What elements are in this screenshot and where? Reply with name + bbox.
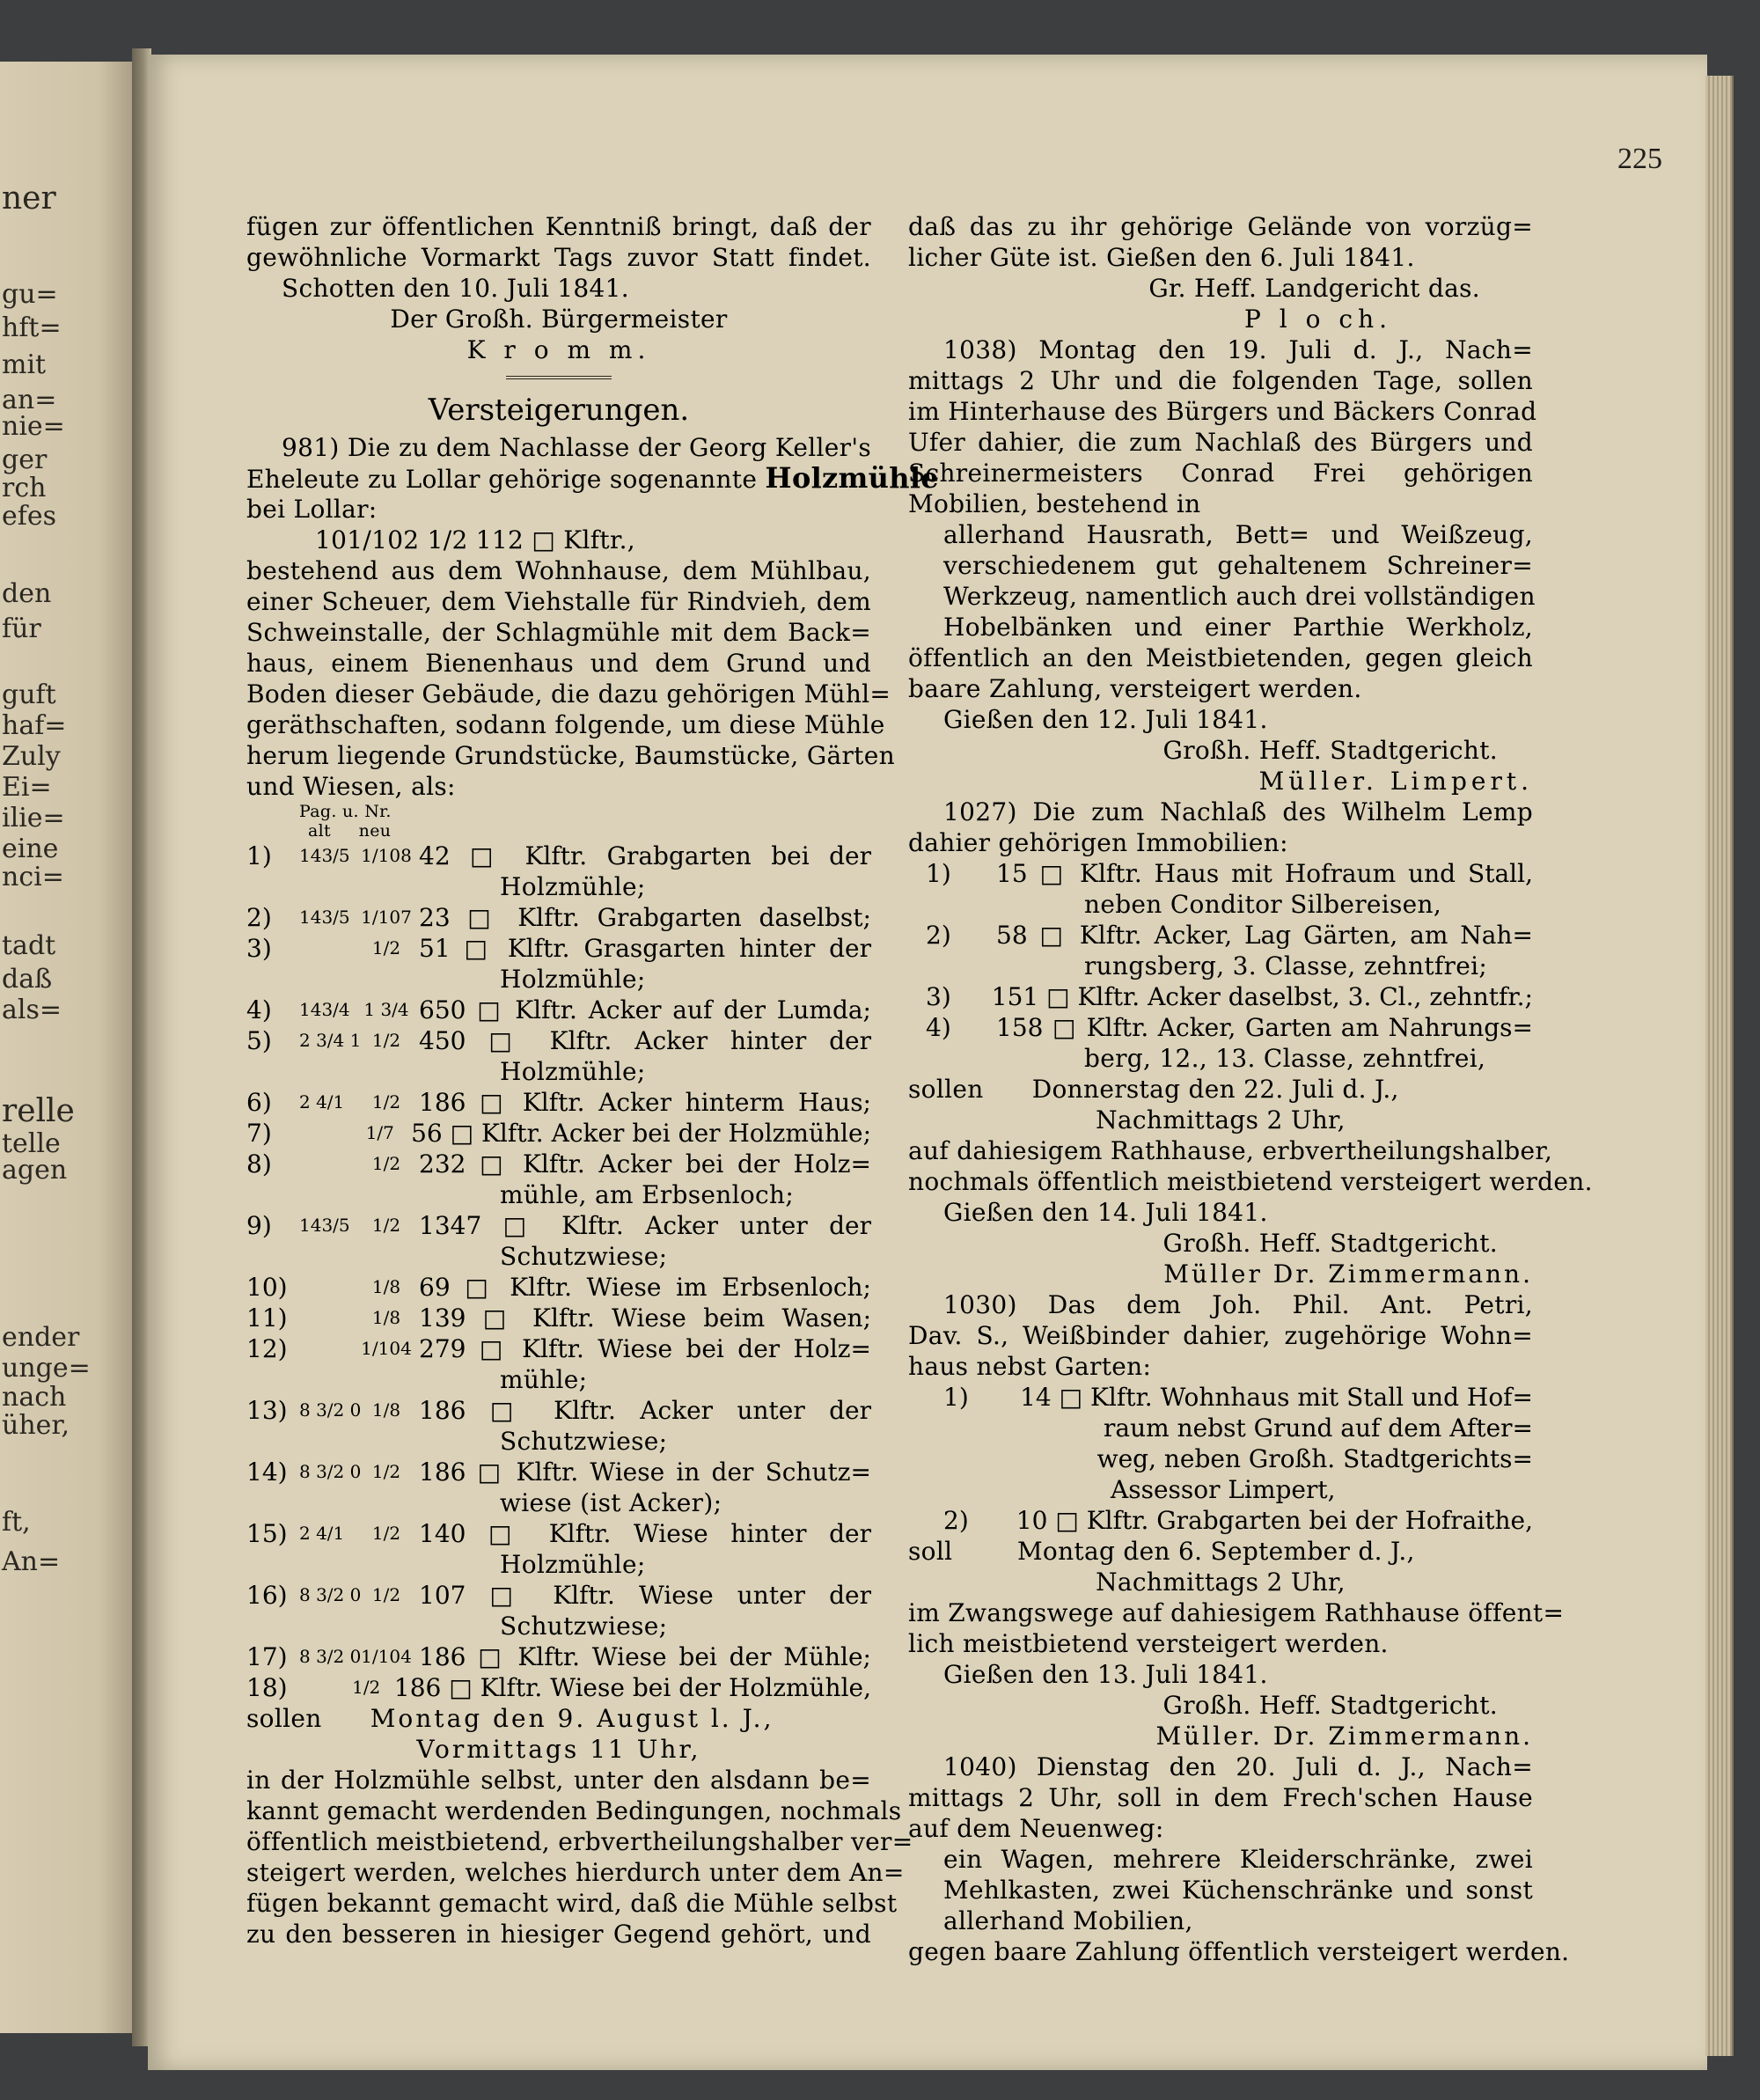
parcel-text: 42 □ Klftr. Grabgarten bei der — [419, 841, 871, 870]
parcel-text: 186 □ Klftr. Acker unter der — [419, 1396, 871, 1425]
parcel-continuation: mühle, am Erbsenloch; — [500, 1180, 795, 1209]
parcel-text: 650 □ Klftr. Acker auf der Lumda; — [419, 995, 871, 1024]
parcel-neu: 1/2 — [371, 1461, 401, 1482]
table-head-neu: neu — [358, 821, 392, 841]
text-line: im Zwangswege auf dahiesigem Rathhause öffent= — [908, 1598, 1565, 1627]
parcel-row — [246, 1303, 871, 1333]
right-column — [908, 211, 1593, 1967]
prev-page-text: für — [2, 613, 41, 644]
prev-page-text: nie= — [2, 411, 65, 442]
notice-1040-list — [908, 1844, 1533, 1936]
text-line: fügen bekannt gemacht wird, daß die Mühle selbst — [246, 1889, 898, 1918]
parcel-row — [246, 902, 871, 933]
parcel-neu: 1/107 — [361, 907, 412, 928]
estate-number: 2) — [926, 921, 951, 950]
parcel-alt: 8 3/2 0 — [299, 1461, 362, 1482]
notice-981-line — [246, 461, 939, 495]
parcel-continuation: Holzmühle; — [500, 1057, 646, 1086]
text-line: und Wiesen, als: — [246, 772, 456, 801]
parcel-row — [246, 995, 871, 1025]
prev-page-text: ender — [2, 1322, 80, 1353]
parcel-no: 15) — [246, 1519, 288, 1548]
parcel-no: 12) — [246, 1334, 288, 1363]
parcel-neu: 1/2 — [352, 1677, 381, 1698]
parcel-no: 2) — [246, 903, 272, 932]
signature-name: K r o m m. — [466, 335, 651, 364]
prev-page-text: ger — [2, 444, 48, 475]
auction-time: Nachmittags 2 Uhr, — [1096, 1105, 1346, 1134]
parcel-neu: 1/8 — [371, 1276, 401, 1297]
property-text: weg, neben Großh. Stadtgerichts= — [1096, 1444, 1533, 1473]
parcel-text: 23 □ Klftr. Grabgarten daselbst; — [419, 903, 871, 932]
text-line: öffentlich an den Meistbietenden, gegen gleich — [908, 643, 1533, 672]
parcel-neu: 1/2 — [371, 1153, 401, 1174]
table-head-alt: alt — [308, 821, 331, 841]
signature-title: Großh. Heff. Stadtgericht. — [1162, 1691, 1498, 1720]
estate-row — [908, 920, 1533, 951]
parcel-continuation: Schutzwiese; — [500, 1612, 668, 1641]
prev-page-text: An= — [2, 1546, 61, 1577]
notice-1040 — [908, 1751, 1533, 1844]
estate-text: 158 □ Klftr. Acker, Garten am Nahrungs= — [996, 1013, 1533, 1042]
prev-page-text: efes — [2, 501, 57, 532]
text-line: öffentlich meistbietend, erbvertheilungshalber ver= — [246, 1827, 913, 1856]
parcel-continuation: Schutzwiese; — [500, 1242, 668, 1271]
parcel-text: 186 □ Klftr. Wiese bei der Mühle; — [419, 1642, 871, 1671]
text-line: 1040) Dienstag den 20. Juli d. J., Nach= — [943, 1752, 1533, 1781]
text-line: einer Scheuer, dem Viehstalle für Rindvieh, dem — [246, 587, 871, 616]
date-line — [908, 1074, 1533, 1105]
notice-1030-body — [908, 1597, 1565, 1659]
text-line: bestehend aus dem Wohnhause, dem Mühlbau, — [246, 556, 871, 585]
parcel-alt: 8 3/2 0 — [299, 1646, 362, 1667]
parcel-text: 107 □ Klftr. Wiese unter der — [419, 1581, 871, 1610]
parcel-alt — [299, 1149, 354, 1179]
prev-page-text: Ei= — [2, 772, 52, 803]
prev-page-text: relle — [2, 1093, 75, 1129]
property-text: Assessor Limpert, — [1111, 1475, 1336, 1504]
estate-continuation: neben Conditor Silbereisen, — [1084, 890, 1442, 919]
parcel-row — [246, 1580, 871, 1611]
property-text: raum nebst Grund auf dem After= — [1104, 1413, 1533, 1443]
notice-1030-items — [908, 1382, 1533, 1536]
parcel-row — [246, 1149, 871, 1179]
parcel-neu: 1/2 — [371, 1523, 401, 1544]
parcel-no: 18) — [246, 1673, 288, 1702]
place-date: Gießen den 12. Juli 1841. — [943, 705, 1268, 734]
estate-text: 15 □ Klftr. Haus mit Hofraum und Stall, — [996, 859, 1533, 888]
left-column — [246, 211, 939, 1949]
text-fragment: soll — [908, 1537, 953, 1566]
table-head-pag: Pag. u. Nr. — [299, 802, 392, 821]
signature-title: Gr. Heff. Landgericht das. — [1148, 274, 1480, 303]
text-line: im Hinterhause des Bürgers und Bäckers Conrad — [908, 397, 1537, 426]
parcel-row — [246, 1025, 871, 1056]
text-line: Schotten den 10. Juli 1841. — [282, 274, 629, 303]
prev-page-text: tadt — [2, 930, 56, 961]
signature-names: Müller Dr. Zimmermann. — [1163, 1259, 1533, 1289]
text-line: Dav. S., Weißbinder dahier, zugehörige Wohn= — [908, 1321, 1533, 1350]
parcel-no: 17) — [246, 1642, 288, 1671]
prev-page-text: mit — [2, 349, 47, 380]
text-line: allerhand Mobilien, — [943, 1906, 1193, 1935]
parcel-continuation: Holzmühle; — [500, 965, 646, 994]
property-row — [908, 1413, 1533, 1443]
estate-text: 58 □ Klftr. Acker, Lag Gärten, am Nah= — [996, 921, 1533, 950]
page-number: 225 — [1617, 143, 1662, 175]
text-line: Schweinstalle, der Schlagmühle mit dem Back= — [246, 618, 871, 647]
parcel-text: 186 □ Klftr. Wiese in der Schutz= — [419, 1458, 871, 1487]
parcel-alt: 8 3/2 0 — [299, 1584, 362, 1605]
parcel-no: 14) — [246, 1458, 288, 1487]
parcel-text: 1347 □ Klftr. Acker unter der — [419, 1211, 871, 1240]
estate-row — [908, 981, 1533, 1012]
property-row — [908, 1443, 1533, 1474]
parcel-no: 8) — [246, 1149, 272, 1178]
parcel-neu: 1/2 — [371, 1584, 401, 1605]
text-line: verschiedenem gut gehaltenem Schreiner= — [943, 551, 1533, 580]
auction-date: Donnerstag den 22. Juli d. J., — [1031, 1075, 1399, 1104]
text-line: daß das zu ihr gehörige Gelände von vorzüg= — [908, 212, 1533, 241]
signature-names: Müller. Limpert. — [1258, 767, 1533, 796]
text-line: geräthschaften, sodann folgende, um diese Mühle — [246, 710, 885, 739]
prev-page-text: hft= — [2, 312, 62, 343]
prev-page-text: an= — [2, 385, 57, 415]
text-line: lich meistbietend versteigert werden. — [908, 1629, 1389, 1658]
text-line: Boden dieser Gebäude, die dazu gehörigen Mühl= — [246, 679, 891, 709]
mill-name: Holzmühle — [765, 461, 939, 495]
place-date: Gießen den 13. Juli 1841. — [943, 1660, 1268, 1689]
parcel-no: 5) — [246, 1026, 272, 1055]
text-line: Mobilien, bestehend in — [908, 489, 1201, 518]
signature-title: Der Großh. Bürgermeister — [390, 305, 728, 334]
parcel-no: 7) — [246, 1119, 272, 1148]
prev-page-text: gu= — [2, 279, 58, 310]
prev-page-text: daß — [2, 964, 53, 995]
prev-page-text: Zuly — [2, 741, 61, 772]
property-number: 1) — [943, 1383, 969, 1412]
property-text: 10 □ Klftr. Grabgarten bei der Hofraithe, — [1016, 1506, 1533, 1535]
text-fragment: sollen — [246, 1704, 322, 1733]
text-line: mittags 2 Uhr und die folgenden Tage, sollen — [908, 366, 1533, 395]
parcel-alt: 143/4 — [299, 999, 350, 1020]
parcel-neu: 1/8 — [371, 1399, 401, 1421]
signature-name: P l o ch. — [1244, 305, 1392, 334]
prev-page-text: üher, — [2, 1410, 70, 1441]
prev-page-text: eine — [2, 833, 59, 864]
prev-page-text: ner — [2, 180, 56, 217]
parcel-row — [246, 1518, 871, 1549]
parcel-row — [246, 1333, 871, 1364]
estate-number: 3) — [926, 982, 951, 1011]
parcel-no: 1) — [246, 841, 272, 870]
prev-page-text: ilie= — [2, 803, 65, 833]
auction-time: Nachmittags 2 Uhr, — [1096, 1568, 1346, 1597]
notice-1038 — [908, 334, 1537, 519]
prev-page-text: guft — [2, 679, 56, 710]
property-number — [908, 1443, 1018, 1474]
notice-1030 — [908, 1289, 1533, 1382]
parcel-neu: 1/104 — [361, 1338, 412, 1359]
parcel-alt: 2 4/1 — [299, 1523, 345, 1544]
parcel-row — [246, 1641, 871, 1672]
parcel-alt: 2 3/4 1 — [299, 1030, 362, 1051]
signature-title: Großh. Heff. Stadtgericht. — [1162, 736, 1498, 765]
text-line: auf dahiesigem Rathhause, erbvertheilungshalber, — [908, 1136, 1553, 1165]
prev-page-text: rch — [2, 473, 47, 503]
parcel-row — [246, 1672, 871, 1703]
parcel-no: 4) — [246, 995, 272, 1024]
mill-area: 101/102 1/2 112 □ Klftr., — [315, 525, 635, 554]
parcel-text: 140 □ Klftr. Wiese hinter der — [419, 1519, 871, 1548]
text-fragment: Eheleute zu Lollar gehörige sogenannte — [246, 465, 758, 494]
parcel-continuation: Holzmühle; — [500, 872, 646, 901]
notice-981-body — [246, 555, 895, 802]
text-line: steigert werden, welches hierdurch unter dem An= — [246, 1858, 905, 1887]
text-line: Hobelbänken und einer Parthie Werkholz, — [943, 613, 1533, 642]
date-line — [908, 1536, 1533, 1567]
text-line: fügen zur öffentlichen Kenntniß bringt, daß der — [246, 212, 871, 241]
parcel-no: 11) — [246, 1303, 288, 1333]
notice-1038-end — [908, 642, 1533, 704]
text-line: ein Wagen, mehrere Kleiderschränke, zwei — [943, 1845, 1533, 1874]
parcel-row — [246, 1272, 871, 1303]
section-divider — [506, 376, 612, 379]
place-date: Gießen den 14. Juli 1841. — [943, 1198, 1268, 1227]
notice-1027-line: 1027) Die zum Nachlaß des Wilhelm Lemp — [943, 797, 1533, 826]
parcel-no: 6) — [246, 1088, 272, 1117]
parcel-text: 279 □ Klftr. Wiese bei der Holz= — [419, 1334, 871, 1363]
parcel-alt: 8 3/2 0 — [299, 1399, 362, 1421]
parcel-no: 10) — [246, 1273, 288, 1302]
notice-1027-line: dahier gehörigen Immobilien: — [908, 828, 1288, 857]
page-edges — [1705, 76, 1734, 2056]
parcel-continuation: Schutzwiese; — [500, 1427, 668, 1456]
parcel-row — [246, 1395, 871, 1426]
prev-page-text: nach — [2, 1382, 67, 1413]
text-line: in der Holzmühle selbst, unter den alsdann be= — [246, 1766, 871, 1795]
text-line: haus nebst Garten: — [908, 1352, 1152, 1381]
text-line: Werkzeug, namentlich auch drei vollständigen — [943, 582, 1536, 611]
parcel-text: 232 □ Klftr. Acker bei der Holz= — [419, 1149, 871, 1178]
parcel-alt — [297, 1118, 348, 1149]
text-line: Mehlkasten, zwei Küchenschränke und sonst — [943, 1876, 1533, 1905]
prev-page-text: agen — [2, 1155, 68, 1186]
text-line: gewöhnliche Vormarkt Tags zuvor Statt findet. — [246, 243, 871, 272]
prev-page-text: telle — [2, 1128, 61, 1159]
parcel-row — [246, 1457, 871, 1487]
parcel-continuation: mühle; — [500, 1365, 588, 1394]
parcel-alt: 143/5 — [299, 1215, 350, 1236]
text-line: 1038) Montag den 19. Juli d. J., Nach= — [943, 335, 1533, 364]
prev-page-text: ft, — [2, 1507, 31, 1538]
parcel-text: 51 □ Klftr. Grasgarten hinter der — [419, 934, 871, 963]
text-line: 1030) Das dem Joh. Phil. Ant. Petri, — [943, 1290, 1533, 1319]
parcel-text: 186 □ Klftr. Wiese bei der Holzmühle, — [393, 1673, 871, 1702]
text-line: licher Güte ist. Gießen den 6. Juli 1841. — [908, 243, 1415, 272]
property-row — [908, 1505, 1533, 1536]
notice-1027-body — [908, 1135, 1593, 1197]
parcel-list — [246, 841, 871, 1703]
estate-row — [908, 1012, 1533, 1043]
estate-row — [908, 858, 1533, 889]
estate-number: 4) — [926, 1013, 951, 1042]
parcel-neu: 1/2 — [371, 1215, 401, 1236]
auction-date: Montag den 9. August l. J., — [370, 1704, 774, 1733]
prev-page-text: den — [2, 578, 52, 609]
auction-time: Vormittags 11 Uhr, — [416, 1735, 701, 1764]
property-row — [908, 1382, 1533, 1413]
closing-body — [246, 1765, 913, 1949]
text-fragment: sollen — [908, 1075, 984, 1104]
text-line: baare Zahlung, versteigert werden. — [908, 674, 1362, 703]
property-text: 14 □ Klftr. Wohnhaus mit Stall und Hof= — [1020, 1383, 1533, 1412]
prev-page-text: unge= — [2, 1353, 91, 1384]
parcel-continuation: wiese (ist Acker); — [500, 1488, 722, 1517]
notice-1027-items — [908, 858, 1533, 1074]
parcel-row — [246, 1118, 871, 1149]
notice-981-line: 981) Die zu dem Nachlasse der Georg Keller's — [282, 433, 871, 462]
text-line: herum liegende Grundstücke, Baumstücke, Gärten — [246, 741, 895, 770]
table-head-cols — [246, 821, 871, 841]
prev-page-text: haf= — [2, 710, 67, 741]
parcel-no: 16) — [246, 1581, 288, 1610]
property-row — [908, 1474, 1533, 1505]
text-line: nochmals öffentlich meistbietend versteigert werden. — [908, 1167, 1593, 1196]
parcel-neu: 1/2 — [371, 1091, 401, 1112]
property-number — [908, 1474, 1031, 1505]
estate-continuation: rungsberg, 3. Classe, zehntfrei; — [1084, 951, 1488, 980]
text-line: allerhand Hausrath, Bett= und Weißzeug, — [943, 520, 1533, 549]
estate-continuation: berg, 12., 13. Classe, zehntfrei, — [1084, 1044, 1486, 1073]
text-line: haus, einem Bienenhaus und dem Grund und — [246, 649, 871, 678]
parcel-alt: 143/5 — [299, 907, 350, 928]
parcel-neu: 1/2 — [371, 937, 401, 958]
parcel-alt — [299, 1333, 354, 1364]
text-line: auf dem Neuenweg: — [908, 1814, 1164, 1843]
property-number: 2) — [943, 1506, 969, 1535]
property-number — [908, 1413, 1024, 1443]
parcel-continuation: Holzmühle; — [500, 1550, 646, 1579]
parcel-neu: 1/2 — [371, 1030, 401, 1051]
parcel-no: 9) — [246, 1211, 272, 1240]
section-heading: Versteigerungen. — [428, 393, 690, 428]
parcel-text: 69 □ Klftr. Wiese im Erbsenloch; — [419, 1273, 871, 1302]
parcel-alt: 143/5 — [299, 845, 350, 866]
parcel-no: 3) — [246, 934, 272, 963]
text-line: Schreinermeisters Conrad Frei gehörigen — [908, 459, 1533, 488]
parcel-row — [246, 1210, 871, 1241]
parcel-neu: 1/7 — [365, 1122, 394, 1143]
notice-1038-list — [908, 519, 1536, 642]
parcel-neu: 1/108 — [361, 845, 412, 866]
parcel-text: 450 □ Klftr. Acker hinter der — [419, 1026, 871, 1055]
closing-date-line — [246, 1703, 871, 1734]
text-line: gegen baare Zahlung öffentlich versteigert werden. — [908, 1937, 1570, 1966]
estate-text: 151 □ Klftr. Acker daselbst, 3. Cl., zehntfr.; — [991, 982, 1533, 1011]
parcel-alt: 2 4/1 — [299, 1091, 345, 1112]
text-line: zu den besseren in hiesiger Gegend gehört, und — [246, 1920, 871, 1949]
notice-981-line: bei Lollar: — [246, 495, 378, 524]
parcel-text: 56 □ Klftr. Acker bei der Holzmühle; — [411, 1119, 872, 1148]
auction-date: Montag den 6. September d. J., — [1016, 1537, 1415, 1566]
prev-page-text: nci= — [2, 862, 64, 892]
parcel-neu: 1 3/4 — [363, 999, 409, 1020]
prev-page-text: als= — [2, 995, 62, 1025]
parcel-text: 139 □ Klftr. Wiese beim Wasen; — [419, 1303, 871, 1333]
parcel-alt — [299, 1272, 354, 1303]
estate-number: 1) — [926, 859, 951, 888]
parcel-alt — [291, 1672, 338, 1703]
parcel-alt — [299, 1303, 354, 1333]
parcel-no: 13) — [246, 1396, 288, 1425]
parcel-row — [246, 1087, 871, 1118]
parcel-row — [246, 841, 871, 871]
parcel-alt — [299, 933, 354, 964]
text-line: mittags 2 Uhr, soll in dem Frech'schen Hause — [908, 1783, 1533, 1812]
signature-names: Müller. Dr. Zimmermann. — [1155, 1722, 1533, 1751]
parcel-text: 186 □ Klftr. Acker hinterm Haus; — [419, 1088, 871, 1117]
parcel-row — [246, 933, 871, 964]
parcel-neu: 1/8 — [371, 1307, 401, 1328]
text-line: Ufer dahier, die zum Nachlaß des Bürgers und — [908, 428, 1533, 457]
signature-title: Großh. Heff. Stadtgericht. — [1162, 1229, 1498, 1258]
previous-page-fragment — [0, 62, 141, 2033]
parcel-neu: 1/104 — [361, 1646, 412, 1667]
text-line: kannt gemacht werdenden Bedingungen, nochmals — [246, 1796, 902, 1825]
